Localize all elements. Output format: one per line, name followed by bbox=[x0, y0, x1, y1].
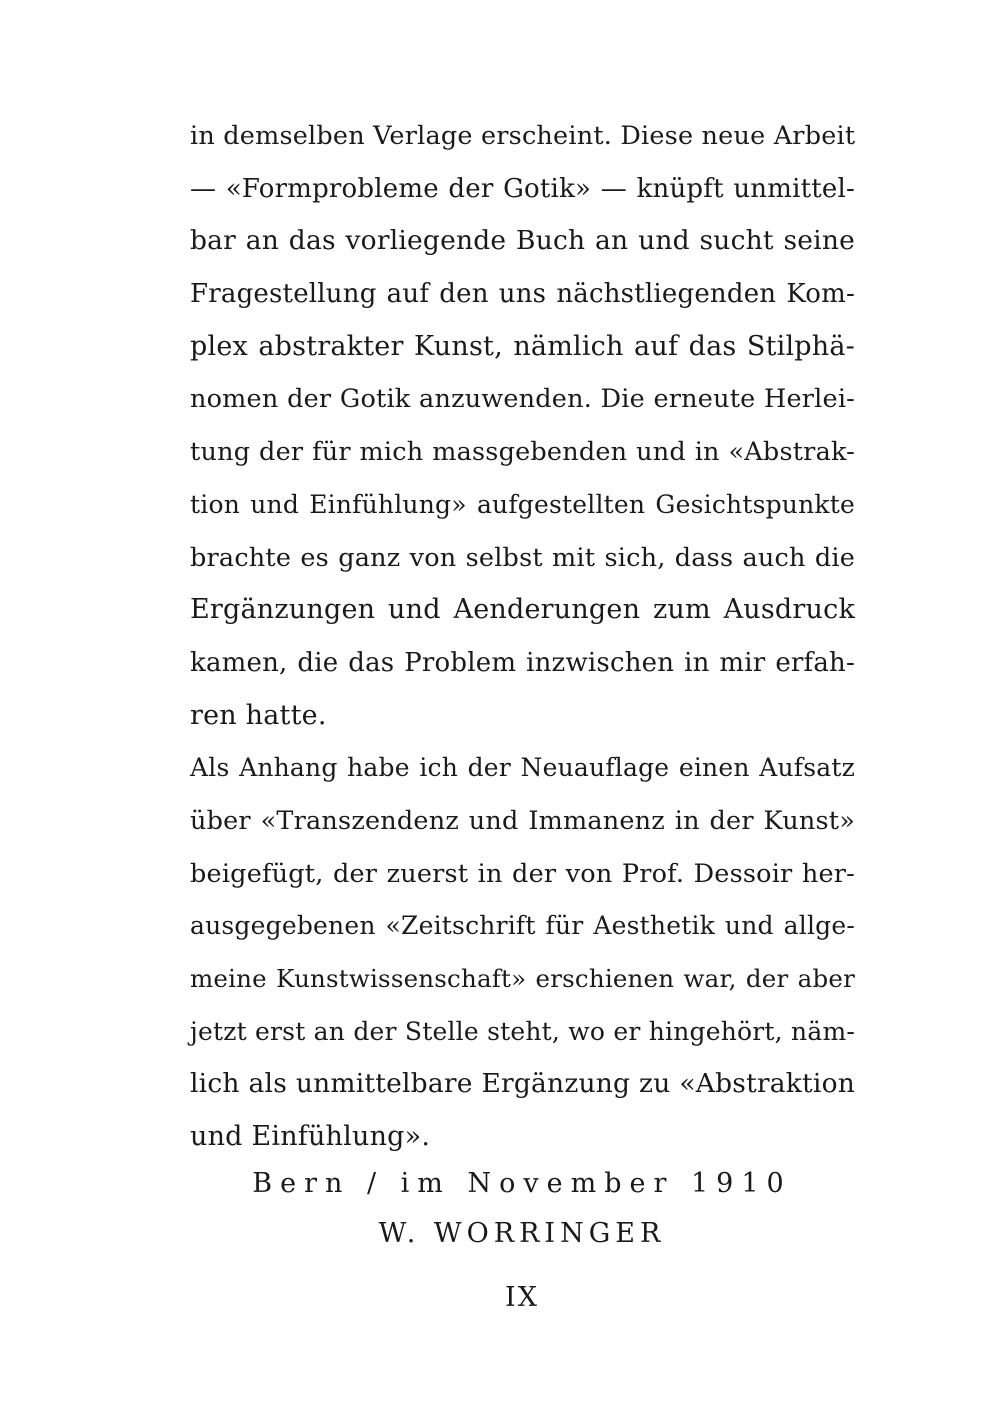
text-line: ausgegebenen «Zeitschrift für Aesthetik und allge- bbox=[190, 911, 855, 941]
body-text bbox=[190, 110, 855, 1164]
text-line: lich als unmittelbare Ergänzung zu «Abstraktion bbox=[190, 1068, 855, 1100]
text-line: jetzt erst an der Stelle steht, wo er hingehört, näm- bbox=[190, 1016, 855, 1046]
text-line: brachte es ganz von selbst mit sich, dass auch die bbox=[190, 542, 855, 573]
text-line: tion und Einfühlung» aufgestellten Gesichtspunkte bbox=[190, 489, 855, 519]
author-name: W. WORRINGER bbox=[378, 1218, 666, 1249]
text-line: beigefügt, der zuerst in der von Prof. Dessoir her- bbox=[190, 858, 855, 889]
text-line: ren hatte. bbox=[190, 699, 327, 731]
text-line: und Einfühlung». bbox=[190, 1121, 431, 1153]
text-line: bar an das vorliegende Buch an und sucht seine bbox=[190, 225, 855, 257]
place-date: Bern / im November 1910 bbox=[252, 1168, 792, 1199]
page-number: IX bbox=[505, 1282, 539, 1313]
text-line: kamen, die das Problem inzwischen in mir erfah- bbox=[190, 647, 855, 678]
text-line: in demselben Verlage erscheint. Diese neue Arbeit bbox=[190, 121, 856, 151]
text-line: tung der für mich massgebenden und in «Abstrak- bbox=[190, 437, 855, 468]
text-line: nomen der Gotik anzuwenden. Die erneute Herlei- bbox=[190, 384, 855, 415]
text-line: — «Formprobleme der Gotik» — knüpft unmittel- bbox=[190, 173, 855, 204]
text-line: plex abstrakter Kunst, nämlich auf das Stilphä- bbox=[190, 330, 855, 362]
text-line: Fragestellung auf den uns nächstliegenden Kom- bbox=[190, 279, 855, 310]
text-line: Ergänzungen und Aenderungen zum Ausdruck bbox=[190, 594, 855, 626]
text-line: über «Transzendenz und Immanenz in der Kunst» bbox=[190, 805, 855, 836]
text-line: Als Anhang habe ich der Neuauflage einen Aufsatz bbox=[190, 753, 855, 783]
text-line: meine Kunstwissenschaft» erschienen war, der aber bbox=[190, 964, 855, 993]
